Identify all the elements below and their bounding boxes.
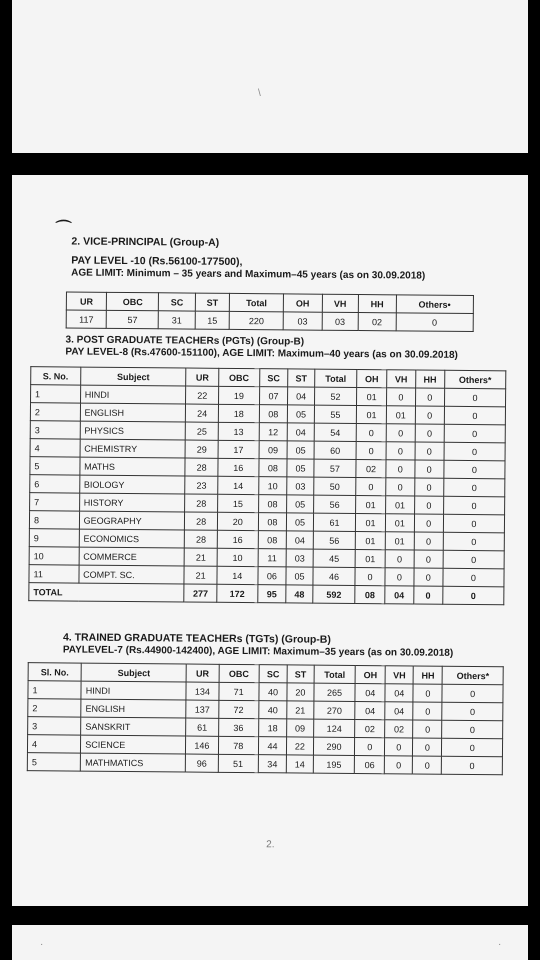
table-cell: 55 — [314, 405, 356, 423]
table-cell: 0 — [444, 406, 505, 425]
table-cell: 20 — [287, 683, 314, 701]
table-cell: 195 — [313, 755, 355, 773]
table-cell: 270 — [313, 701, 355, 719]
subject-cell: ECONOMICS — [79, 529, 185, 548]
table-cell: 45 — [313, 549, 355, 567]
table-cell: 34 — [258, 755, 286, 773]
table-cell: 1 — [28, 681, 81, 699]
table-cell: 12 — [259, 423, 288, 441]
table-cell: 0 — [414, 568, 443, 586]
table-cell: 134 — [186, 682, 218, 700]
table-cell: 72 — [218, 700, 258, 718]
tgt-table — [27, 662, 504, 775]
table-cell: 0 — [442, 720, 503, 739]
table-cell: 05 — [286, 567, 313, 585]
table-cell: 60 — [314, 441, 356, 459]
table-cell: 16 — [218, 458, 259, 476]
column-header: UR — [66, 292, 106, 310]
table-cell: 0 — [413, 756, 442, 774]
subject-cell: COMMERCE — [79, 547, 185, 566]
table-cell: 10 — [29, 547, 79, 565]
table-cell: 0 — [386, 442, 415, 460]
table-cell: 0 — [414, 478, 443, 496]
column-header: SC — [259, 369, 288, 387]
section2-age: AGE LIMIT: Minimum – 35 years and Maximum–45 years (as on 30.09.2018) — [71, 267, 426, 282]
table-cell: 36 — [218, 718, 258, 736]
column-header: VH — [385, 666, 413, 684]
table-cell: 0 — [387, 388, 416, 406]
table-cell: 29 — [185, 440, 218, 458]
table-cell: 0 — [443, 514, 504, 533]
column-header: UR — [186, 368, 219, 386]
table-cell: 6 — [30, 475, 80, 493]
section2-title: 2. VICE-PRINCIPAL (Group-A) — [71, 235, 220, 249]
table-cell: 56 — [314, 495, 356, 513]
section4-pay: PAYLEVEL-7 (Rs.44900-142400), AGE LIMIT: Maximum–35 years (as on 30.09.2018) — [62, 644, 454, 659]
total-cell: 95 — [257, 585, 286, 603]
column-header: Sl. No. — [28, 663, 81, 681]
table-cell: 96 — [186, 754, 218, 772]
total-row — [29, 583, 504, 605]
table-cell: 124 — [313, 719, 355, 737]
table-cell: 04 — [385, 684, 413, 702]
table-cell: 09 — [259, 441, 288, 459]
table-cell: 0 — [413, 684, 442, 702]
table-cell: 1 — [31, 385, 81, 403]
table-cell: 0 — [443, 568, 504, 587]
table-cell: 03 — [283, 312, 322, 330]
table-cell: 0 — [442, 702, 503, 721]
table-cell: 0 — [386, 478, 415, 496]
subject-cell: CHEMISTRY — [80, 439, 186, 458]
table-cell: 08 — [258, 531, 287, 549]
column-header: VH — [322, 294, 359, 312]
subject-cell: MATHS — [80, 457, 186, 476]
column-header: OBC — [219, 368, 260, 386]
table-cell: 4 — [27, 735, 80, 753]
table-cell: 0 — [414, 550, 443, 568]
column-header: OBC — [219, 664, 259, 682]
table-cell: 40 — [259, 701, 287, 719]
table-cell: 14 — [218, 476, 259, 494]
table-cell: 08 — [259, 459, 288, 477]
table-cell: 15 — [218, 494, 259, 512]
table-cell: 22 — [287, 737, 314, 755]
column-header: Total — [230, 293, 284, 311]
table-cell: 290 — [313, 737, 355, 755]
subject-cell: HINDI — [81, 681, 186, 700]
column-header: OH — [357, 370, 387, 388]
table-cell: 0 — [385, 568, 414, 586]
table-cell: 05 — [287, 495, 314, 513]
table-cell: 0 — [414, 496, 443, 514]
column-header: UR — [186, 664, 218, 682]
table-cell: 56 — [313, 531, 355, 549]
table-cell: 0 — [384, 756, 412, 774]
table-cell: 0 — [442, 738, 503, 757]
column-header: ST — [195, 293, 230, 311]
table-cell: 14 — [217, 566, 258, 584]
table-cell: 0 — [442, 756, 503, 775]
table-cell: 01 — [355, 532, 385, 550]
table-cell: 11 — [258, 549, 287, 567]
table-cell: 18 — [218, 404, 259, 422]
table-cell: 9 — [29, 529, 79, 547]
column-header: SC — [159, 293, 196, 311]
total-cell: 0 — [443, 586, 504, 605]
table-cell: 40 — [259, 683, 287, 701]
subject-cell: HINDI — [80, 385, 186, 404]
table-cell: 0 — [415, 442, 444, 460]
page-number: 2. — [266, 839, 275, 851]
column-header: Subject — [81, 663, 186, 682]
document-page — [12, 175, 528, 906]
table-cell: 8 — [29, 511, 79, 529]
table-cell: 0 — [356, 424, 386, 442]
subject-cell: MATHMATICS — [81, 753, 186, 772]
column-header: Others• — [396, 295, 474, 314]
table-cell: 04 — [385, 702, 413, 720]
table-cell: 61 — [186, 718, 218, 736]
table-cell: 0 — [386, 424, 415, 442]
pgt-table — [28, 366, 506, 605]
table-cell: 04 — [287, 423, 314, 441]
page-mark-right: · — [498, 939, 502, 950]
total-label: TOTAL — [29, 583, 185, 602]
table-cell: 4 — [30, 439, 80, 457]
table-cell: 0 — [415, 406, 444, 424]
table-cell: 57 — [314, 459, 356, 477]
table-cell: 01 — [385, 532, 414, 550]
table-cell: 11 — [29, 565, 79, 583]
table-cell: 14 — [286, 755, 313, 773]
table-cell: 05 — [287, 459, 314, 477]
column-header: Total — [314, 665, 356, 683]
subject-cell: BIOLOGY — [79, 475, 185, 494]
table-cell: 0 — [413, 738, 442, 756]
table-cell: 03 — [286, 549, 313, 567]
table-cell: 06 — [355, 756, 385, 774]
vice-principal-table — [66, 291, 474, 332]
table-cell: 07 — [259, 387, 288, 405]
total-cell: 277 — [184, 584, 217, 602]
table-cell: 0 — [386, 460, 415, 478]
subject-cell: ENGLISH — [80, 403, 186, 422]
table-cell: 0 — [444, 388, 505, 407]
table-cell: 0 — [443, 532, 504, 551]
document-sheet — [6, 175, 528, 910]
subject-cell: HISTORY — [79, 493, 185, 512]
table-cell: 137 — [186, 700, 218, 718]
table-cell: 06 — [258, 567, 287, 585]
table-cell: 0 — [385, 738, 413, 756]
total-cell: 48 — [286, 585, 313, 603]
table-cell: 21 — [287, 701, 314, 719]
table-cell: 28 — [185, 494, 218, 512]
table-cell: 2 — [30, 403, 80, 421]
table-cell: 01 — [357, 388, 387, 406]
table-cell: 0 — [385, 550, 414, 568]
table-cell: 02 — [358, 313, 396, 331]
subject-cell: COMPT. SC. — [79, 565, 185, 584]
table-row — [66, 310, 473, 332]
table-cell: 57 — [106, 310, 158, 328]
table-row — [27, 753, 502, 775]
table-cell: 01 — [356, 496, 386, 514]
table-cell: 50 — [314, 477, 356, 495]
table-cell: 04 — [288, 387, 315, 405]
table-cell: 04 — [286, 531, 313, 549]
table-cell: 0 — [444, 442, 505, 461]
table-cell: 0 — [444, 424, 505, 443]
table-cell: 17 — [218, 440, 259, 458]
total-cell: 08 — [355, 586, 385, 604]
section3-pay: PAY LEVEL-8 (Rs.47600-151100), AGE LIMIT: Maximum–40 years (as on 30.09.2018) — [65, 346, 458, 361]
table-cell: 78 — [218, 736, 258, 754]
previous-page-fragment — [12, 0, 528, 153]
table-cell: 18 — [258, 719, 286, 737]
table-cell: 44 — [258, 737, 286, 755]
table-cell: 2 — [28, 699, 81, 717]
table-cell: 10 — [258, 477, 287, 495]
table-cell: 0 — [414, 514, 443, 532]
total-cell: 172 — [217, 584, 258, 602]
table-cell: 220 — [229, 311, 283, 329]
column-header: OBC — [107, 292, 159, 310]
table-cell: 0 — [443, 550, 504, 569]
table-cell: 52 — [315, 387, 357, 405]
section4-title: 4. TRAINED GRADUATE TEACHERs (TGTs) (Group-B) — [62, 631, 331, 646]
table-cell: 0 — [443, 496, 504, 515]
page-mark: \ — [258, 88, 261, 99]
table-cell: 10 — [217, 548, 258, 566]
column-header: Others* — [445, 370, 506, 389]
table-cell: 08 — [259, 405, 288, 423]
column-header: SC — [259, 665, 287, 683]
table-cell: 117 — [66, 310, 106, 328]
table-cell: 21 — [185, 548, 218, 566]
table-cell: 05 — [287, 513, 314, 531]
column-header: Total — [315, 369, 357, 387]
table-cell: 0 — [355, 568, 385, 586]
table-cell: 3 — [30, 421, 80, 439]
table-cell: 31 — [159, 311, 196, 329]
table-cell: 03 — [287, 477, 314, 495]
table-cell: 0 — [444, 478, 505, 497]
table-cell: 3 — [28, 717, 81, 735]
corner-mark-icon: ⌒ — [55, 220, 72, 238]
table-cell: 0 — [356, 478, 386, 496]
table-cell: 01 — [386, 406, 415, 424]
table-cell: 5 — [27, 753, 80, 771]
table-cell: 28 — [185, 512, 218, 530]
table-cell: 0 — [444, 460, 505, 479]
column-header: ST — [287, 665, 314, 683]
column-header: ST — [288, 369, 315, 387]
table-cell: 13 — [218, 422, 259, 440]
table-cell: 08 — [258, 495, 287, 513]
table-cell: 01 — [356, 406, 386, 424]
table-cell: 02 — [355, 720, 385, 738]
column-header: Others* — [443, 666, 504, 685]
subject-cell: ENGLISH — [81, 699, 186, 718]
column-header: HH — [415, 370, 444, 388]
section3-title: 3. POST GRADUATE TEACHERs (PGTs) (Group-B) — [65, 334, 305, 348]
table-cell: 22 — [186, 386, 219, 404]
table-cell: 0 — [413, 720, 442, 738]
table-cell: 02 — [385, 720, 413, 738]
total-cell: 0 — [413, 586, 442, 604]
column-header: OH — [283, 294, 322, 312]
table-cell: 23 — [185, 476, 218, 494]
total-cell: 04 — [385, 586, 414, 604]
subject-cell: PHYSICS — [80, 421, 186, 440]
column-header: Subject — [80, 367, 186, 386]
table-cell: 0 — [415, 424, 444, 442]
table-cell: 09 — [287, 719, 314, 737]
table-cell: 15 — [195, 311, 230, 329]
table-cell: 0 — [414, 460, 443, 478]
column-header: VH — [387, 370, 416, 388]
table-cell: 0 — [355, 738, 385, 756]
table-cell: 01 — [355, 550, 385, 568]
table-cell: 0 — [442, 684, 503, 703]
column-header: HH — [358, 295, 396, 313]
column-header: S. No. — [31, 367, 81, 385]
table-cell: 05 — [287, 405, 314, 423]
table-cell: 19 — [218, 386, 259, 404]
table-cell: 20 — [217, 512, 258, 530]
table-cell: 28 — [185, 530, 218, 548]
table-cell: 24 — [186, 404, 219, 422]
table-cell: 0 — [415, 388, 444, 406]
table-cell: 71 — [218, 682, 258, 700]
table-cell: 146 — [186, 736, 218, 754]
table-cell: 5 — [30, 457, 80, 475]
table-cell: 01 — [386, 514, 415, 532]
subject-cell: GEOGRAPHY — [79, 511, 185, 530]
table-cell: 54 — [314, 423, 356, 441]
table-cell: 46 — [313, 567, 355, 585]
table-cell: 61 — [313, 513, 355, 531]
next-page-fragment — [12, 925, 528, 960]
table-cell: 51 — [218, 754, 258, 772]
table-cell: 7 — [30, 493, 80, 511]
table-cell: 0 — [413, 702, 442, 720]
table-cell: 08 — [258, 513, 287, 531]
table-cell: 0 — [414, 532, 443, 550]
table-cell: 25 — [186, 422, 219, 440]
page-mark-left: · — [40, 939, 44, 950]
table-cell: 28 — [185, 458, 218, 476]
table-cell: 0 — [356, 442, 386, 460]
table-cell: 21 — [184, 566, 217, 584]
total-cell: 592 — [313, 585, 355, 603]
section2-pay: PAY LEVEL -10 (Rs.56100-177500), — [71, 254, 243, 269]
table-cell: 04 — [355, 684, 385, 702]
column-header: OH — [355, 666, 385, 684]
table-cell: 04 — [355, 702, 385, 720]
table-cell: 03 — [322, 312, 359, 330]
column-header: HH — [413, 666, 442, 684]
subject-cell: SANSKRIT — [81, 717, 186, 736]
table-cell: 01 — [386, 496, 415, 514]
table-cell: 265 — [314, 683, 356, 701]
table-cell: 0 — [396, 313, 474, 332]
table-cell: 02 — [356, 460, 386, 478]
table-cell: 01 — [355, 514, 385, 532]
table-cell: 16 — [217, 530, 258, 548]
table-cell: 05 — [287, 441, 314, 459]
subject-cell: SCIENCE — [81, 735, 186, 754]
